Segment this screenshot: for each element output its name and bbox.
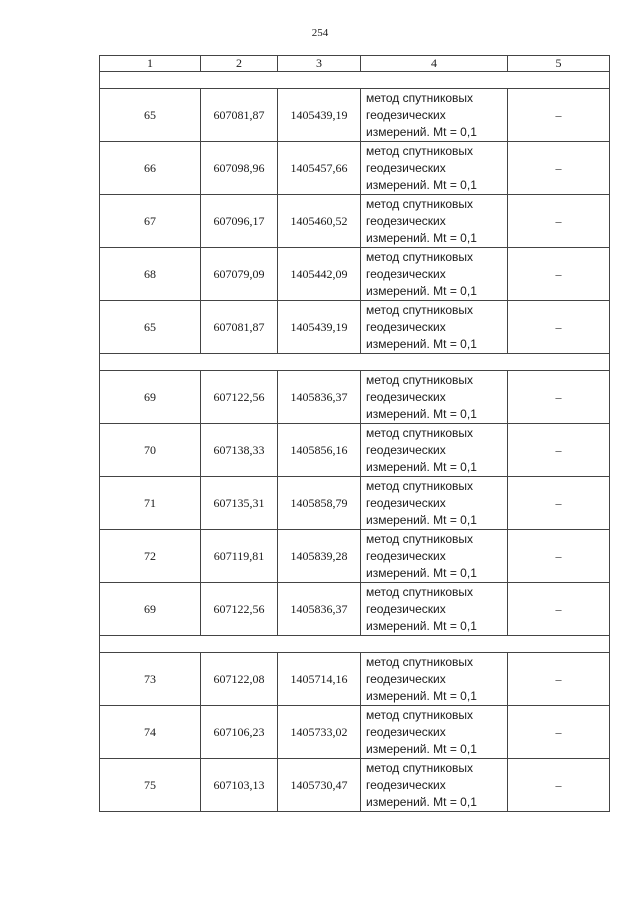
group-separator-row xyxy=(100,636,610,653)
column-5-cell: – xyxy=(508,301,610,354)
table-row xyxy=(100,706,610,759)
column-5-cell: – xyxy=(508,583,610,636)
method-line: геодезических xyxy=(366,777,446,792)
method-cell xyxy=(361,195,508,248)
method-line: метод спутниковых xyxy=(366,707,474,722)
column-5-cell: – xyxy=(508,142,610,195)
method-line: метод спутниковых xyxy=(366,372,474,387)
point-number-cell: 71 xyxy=(100,477,201,530)
point-number-cell: 65 xyxy=(100,89,201,142)
column-header-3: 3 xyxy=(278,56,361,72)
method-line: метод спутниковых xyxy=(366,478,474,493)
y-coordinate-cell: 1405839,28 xyxy=(278,530,361,583)
column-header-2: 2 xyxy=(201,56,278,72)
method-cell xyxy=(361,424,508,477)
method-cell xyxy=(361,142,508,195)
method-cell xyxy=(361,371,508,424)
x-coordinate-cell: 607122,56 xyxy=(201,583,278,636)
method-line: измерений. Mt = 0,1 xyxy=(366,741,477,756)
table-row xyxy=(100,371,610,424)
point-number-cell: 67 xyxy=(100,195,201,248)
y-coordinate-cell: 1405733,02 xyxy=(278,706,361,759)
method-line: геодезических xyxy=(366,495,446,510)
method-cell xyxy=(361,477,508,530)
column-5-cell: – xyxy=(508,195,610,248)
table-row xyxy=(100,530,610,583)
column-5-cell: – xyxy=(508,248,610,301)
table-row xyxy=(100,248,610,301)
x-coordinate-cell: 607098,96 xyxy=(201,142,278,195)
point-number-cell: 68 xyxy=(100,248,201,301)
x-coordinate-cell: 607119,81 xyxy=(201,530,278,583)
x-coordinate-cell: 607081,87 xyxy=(201,301,278,354)
method-line: измерений. Mt = 0,1 xyxy=(366,512,477,527)
method-line: измерений. Mt = 0,1 xyxy=(366,124,477,139)
method-line: геодезических xyxy=(366,724,446,739)
table-row xyxy=(100,583,610,636)
table-row xyxy=(100,424,610,477)
table-row xyxy=(100,89,610,142)
method-line: геодезических xyxy=(366,389,446,404)
group-separator-row xyxy=(100,72,610,89)
y-coordinate-cell: 1405460,52 xyxy=(278,195,361,248)
method-line: измерений. Mt = 0,1 xyxy=(366,406,477,421)
point-number-cell: 73 xyxy=(100,653,201,706)
column-5-cell: – xyxy=(508,89,610,142)
method-line: измерений. Mt = 0,1 xyxy=(366,336,477,351)
method-cell xyxy=(361,706,508,759)
group-separator-cell xyxy=(100,636,610,653)
method-line: метод спутниковых xyxy=(366,196,474,211)
method-line: геодезических xyxy=(366,107,446,122)
method-line: метод спутниковых xyxy=(366,584,474,599)
method-line: геодезических xyxy=(366,213,446,228)
column-5-cell: – xyxy=(508,706,610,759)
point-number-cell: 72 xyxy=(100,530,201,583)
method-cell xyxy=(361,301,508,354)
method-line: геодезических xyxy=(366,266,446,281)
column-5-cell: – xyxy=(508,371,610,424)
method-line: геодезических xyxy=(366,160,446,175)
group-separator-cell xyxy=(100,354,610,371)
method-line: метод спутниковых xyxy=(366,302,474,317)
x-coordinate-cell: 607122,08 xyxy=(201,653,278,706)
coordinates-table xyxy=(99,55,610,812)
method-cell xyxy=(361,530,508,583)
method-line: геодезических xyxy=(366,671,446,686)
method-line: измерений. Mt = 0,1 xyxy=(366,618,477,633)
y-coordinate-cell: 1405439,19 xyxy=(278,89,361,142)
column-5-cell: – xyxy=(508,653,610,706)
column-5-cell: – xyxy=(508,759,610,812)
x-coordinate-cell: 607138,33 xyxy=(201,424,278,477)
table-row xyxy=(100,195,610,248)
table-row xyxy=(100,759,610,812)
y-coordinate-cell: 1405856,16 xyxy=(278,424,361,477)
point-number-cell: 65 xyxy=(100,301,201,354)
table-row xyxy=(100,142,610,195)
column-header-1: 1 xyxy=(100,56,201,72)
x-coordinate-cell: 607103,13 xyxy=(201,759,278,812)
y-coordinate-cell: 1405858,79 xyxy=(278,477,361,530)
x-coordinate-cell: 607122,56 xyxy=(201,371,278,424)
method-line: измерений. Mt = 0,1 xyxy=(366,459,477,474)
point-number-cell: 75 xyxy=(100,759,201,812)
method-cell xyxy=(361,583,508,636)
table-row xyxy=(100,301,610,354)
y-coordinate-cell: 1405730,47 xyxy=(278,759,361,812)
x-coordinate-cell: 607081,87 xyxy=(201,89,278,142)
method-line: метод спутниковых xyxy=(366,143,474,158)
method-line: измерений. Mt = 0,1 xyxy=(366,230,477,245)
method-line: геодезических xyxy=(366,442,446,457)
method-line: измерений. Mt = 0,1 xyxy=(366,688,477,703)
x-coordinate-cell: 607079,09 xyxy=(201,248,278,301)
point-number-cell: 69 xyxy=(100,371,201,424)
method-line: метод спутниковых xyxy=(366,90,474,105)
x-coordinate-cell: 607096,17 xyxy=(201,195,278,248)
method-line: измерений. Mt = 0,1 xyxy=(366,794,477,809)
column-5-cell: – xyxy=(508,477,610,530)
method-line: метод спутниковых xyxy=(366,425,474,440)
method-line: метод спутниковых xyxy=(366,531,474,546)
method-cell xyxy=(361,248,508,301)
method-line: метод спутниковых xyxy=(366,249,474,264)
y-coordinate-cell: 1405442,09 xyxy=(278,248,361,301)
group-separator-cell xyxy=(100,72,610,89)
table-row xyxy=(100,653,610,706)
method-line: геодезических xyxy=(366,548,446,563)
column-header-5: 5 xyxy=(508,56,610,72)
x-coordinate-cell: 607106,23 xyxy=(201,706,278,759)
page-number: 254 xyxy=(311,27,329,39)
method-line: измерений. Mt = 0,1 xyxy=(366,177,477,192)
table-body xyxy=(100,56,610,812)
method-cell xyxy=(361,653,508,706)
y-coordinate-cell: 1405836,37 xyxy=(278,371,361,424)
column-header-4: 4 xyxy=(361,56,508,72)
table-row xyxy=(100,477,610,530)
method-line: измерений. Mt = 0,1 xyxy=(366,565,477,580)
method-line: метод спутниковых xyxy=(366,654,474,669)
group-separator-row xyxy=(100,354,610,371)
method-cell xyxy=(361,89,508,142)
header-row xyxy=(100,56,610,72)
y-coordinate-cell: 1405836,37 xyxy=(278,583,361,636)
point-number-cell: 66 xyxy=(100,142,201,195)
point-number-cell: 74 xyxy=(100,706,201,759)
x-coordinate-cell: 607135,31 xyxy=(201,477,278,530)
point-number-cell: 69 xyxy=(100,583,201,636)
y-coordinate-cell: 1405714,16 xyxy=(278,653,361,706)
column-5-cell: – xyxy=(508,530,610,583)
method-line: измерений. Mt = 0,1 xyxy=(366,283,477,298)
method-line: метод спутниковых xyxy=(366,760,474,775)
column-5-cell: – xyxy=(508,424,610,477)
point-number-cell: 70 xyxy=(100,424,201,477)
y-coordinate-cell: 1405439,19 xyxy=(278,301,361,354)
method-cell xyxy=(361,759,508,812)
y-coordinate-cell: 1405457,66 xyxy=(278,142,361,195)
method-line: геодезических xyxy=(366,601,446,616)
method-line: геодезических xyxy=(366,319,446,334)
